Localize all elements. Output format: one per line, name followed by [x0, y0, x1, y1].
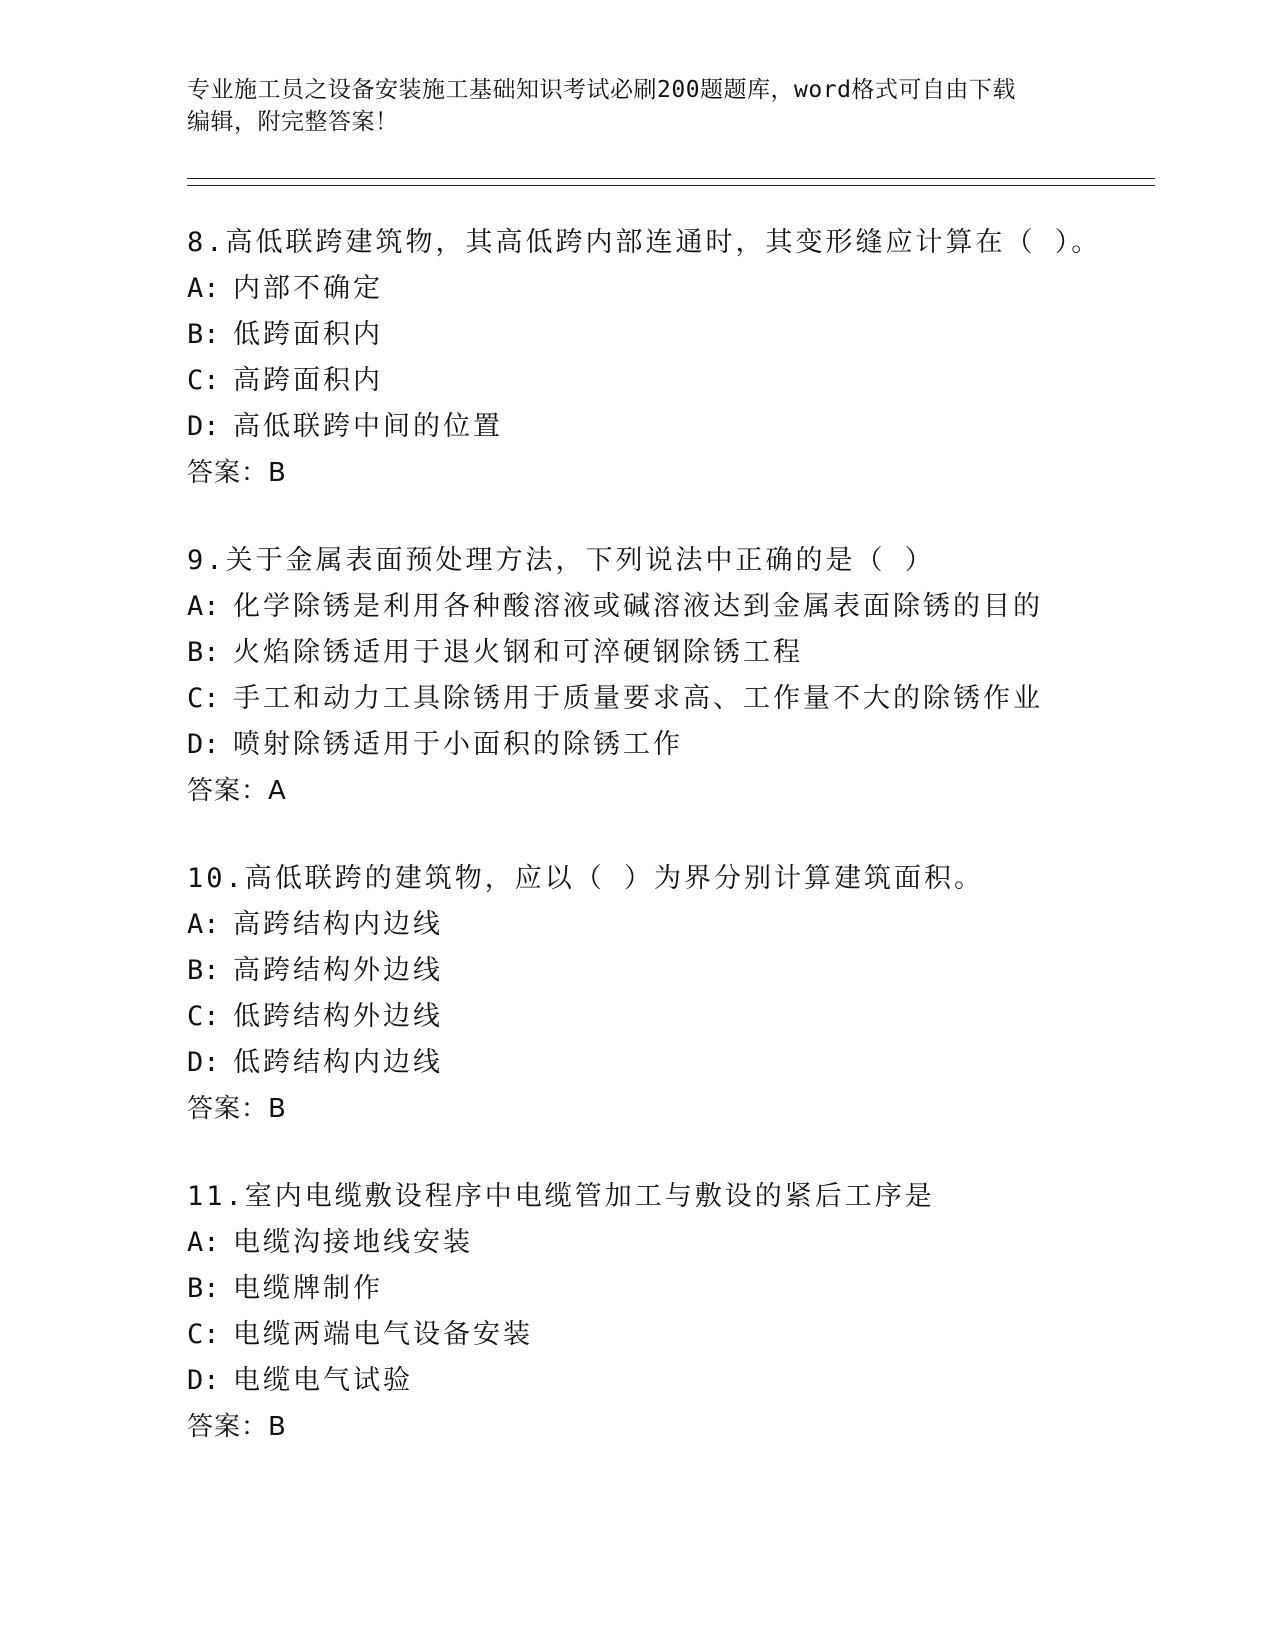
option-b [187, 955, 1187, 1001]
option-a [187, 273, 1187, 319]
question-11 [187, 1181, 1187, 1451]
option-key: B: [187, 319, 220, 350]
option-text: 低跨结构内边线 [233, 1047, 443, 1078]
document-header [187, 74, 1087, 138]
option-a [187, 591, 1187, 637]
option-key: D: [187, 1047, 220, 1078]
option-key: C: [187, 683, 220, 714]
option-key: C: [187, 365, 220, 396]
option-key: A: [187, 591, 220, 622]
option-c [187, 683, 1187, 729]
option-text: 高跨面积内 [233, 365, 383, 396]
question-stem: 11.室内电缆敷设程序中电缆管加工与敷设的紧后工序是 [187, 1181, 935, 1212]
option-key: A: [187, 1227, 220, 1258]
option-key: B: [187, 1273, 220, 1304]
option-b [187, 637, 1187, 683]
option-c [187, 365, 1187, 411]
question-8 [187, 227, 1187, 497]
header-divider [187, 178, 1155, 186]
answer: 答案：B [187, 1094, 287, 1124]
option-text: 低跨结构外边线 [233, 1001, 443, 1032]
option-text: 高跨结构外边线 [233, 955, 443, 986]
question-stem: 10.高低联跨的建筑物，应以（ ）为界分别计算建筑面积。 [187, 863, 985, 894]
option-key: A: [187, 273, 220, 304]
option-c [187, 1001, 1187, 1047]
option-text: 低跨面积内 [233, 319, 383, 350]
option-a [187, 909, 1187, 955]
option-text: 高跨结构内边线 [233, 909, 443, 940]
option-text: 高低联跨中间的位置 [233, 411, 503, 442]
option-key: B: [187, 955, 220, 986]
answer: 答案：B [187, 458, 287, 488]
option-a [187, 1227, 1187, 1273]
option-text: 电缆两端电气设备安装 [233, 1319, 533, 1350]
question-stem: 9.关于金属表面预处理方法，下列说法中正确的是（ ） [187, 545, 935, 576]
option-text: 电缆牌制作 [233, 1273, 383, 1304]
question-10 [187, 863, 1187, 1133]
option-text: 火焰除锈适用于退火钢和可淬硬钢除锈工程 [233, 637, 803, 668]
option-key: D: [187, 729, 220, 760]
option-text: 喷射除锈适用于小面积的除锈工作 [233, 729, 683, 760]
option-text: 化学除锈是利用各种酸溶液或碱溶液达到金属表面除锈的目的 [233, 591, 1043, 622]
header-line-2: 编辑，附完整答案！ [187, 109, 399, 135]
option-text: 电缆电气试验 [233, 1365, 413, 1396]
option-key: C: [187, 1319, 220, 1350]
option-text: 电缆沟接地线安装 [233, 1227, 473, 1258]
option-b [187, 319, 1187, 365]
option-d [187, 1047, 1187, 1093]
option-key: B: [187, 637, 220, 668]
option-key: A: [187, 909, 220, 940]
question-9 [187, 545, 1187, 815]
option-b [187, 1273, 1187, 1319]
option-c [187, 1319, 1187, 1365]
option-d [187, 1365, 1187, 1411]
option-d [187, 411, 1187, 457]
option-d [187, 729, 1187, 775]
header-line-1: 专业施工员之设备安装施工基础知识考试必刷200题题库，word格式可自由下载 [187, 77, 1016, 103]
option-key: D: [187, 1365, 220, 1396]
question-stem: 8.高低联跨建筑物，其高低跨内部连通时，其变形缝应计算在（ ）。 [187, 227, 1102, 258]
option-text: 手工和动力工具除锈用于质量要求高、工作量不大的除锈作业 [233, 683, 1043, 714]
option-key: D: [187, 411, 220, 442]
option-text: 内部不确定 [233, 273, 383, 304]
answer: 答案：B [187, 1412, 287, 1442]
option-key: C: [187, 1001, 220, 1032]
answer: 答案：A [187, 776, 287, 806]
